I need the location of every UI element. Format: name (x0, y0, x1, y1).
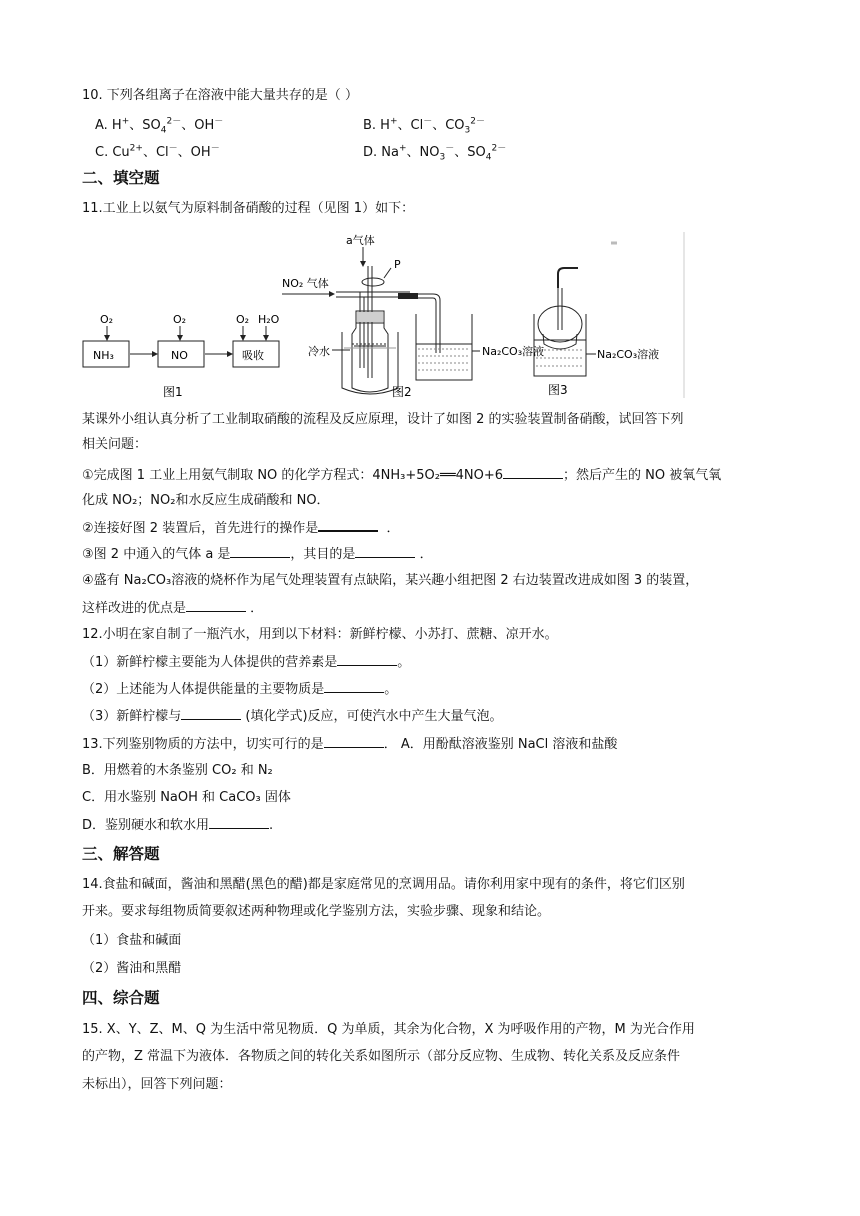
fig1-o2-label-3: O₂ (236, 313, 250, 326)
fig2-cold-water-label: 冷水 (308, 345, 330, 358)
q11-part3-answer-blank-2[interactable] (355, 545, 415, 558)
q11-part4-answer-blank[interactable] (186, 599, 246, 612)
q10-option-c[interactable]: C. $Cu^{2+}$、Cl－、OH－ (95, 143, 220, 160)
q14-sub2: （2）酱油和黑醋 (82, 961, 182, 976)
fig2-apparatus (282, 233, 544, 399)
fig1-o2-label-1: O₂ (100, 313, 114, 326)
q14-sub1: （1）食盐和碱面 (82, 933, 182, 948)
q11-part2-answer-blank[interactable] (318, 518, 378, 532)
q13-option-d: D．鉴别硬水和软水用 . (82, 818, 274, 833)
q11-intro-line2: 相关问题： (82, 437, 148, 452)
q14-line2: 开来。要求每组物质简要叙述两种物理或化学鉴别方法，实验步骤、现象和结论。 (82, 904, 551, 919)
fig2-solution-label: Na₂CO₃溶液 (482, 345, 545, 358)
q10-option-d[interactable]: D. Na+、$NO_3^-$、$SO_4^{2-}$ (363, 143, 507, 163)
q11-part3: ③图 2 中通入的气体 a 是 ，其目的是 ． (82, 547, 433, 562)
q12-sub2: （2）上述能为人体提供能量的主要物质是 。 (82, 682, 398, 697)
fig2-valve-label: P (394, 258, 401, 271)
q12-sub1-answer-blank[interactable] (337, 653, 397, 666)
fig1-caption: 图1 (163, 385, 183, 399)
fig2-no2-label: NO₂ 气体 (282, 277, 329, 290)
fig1-o2-label-2: O₂ (173, 313, 187, 326)
q11-part4-line2: 这样改进的优点是 ． (82, 601, 264, 616)
q13-stem: 13.下列鉴别物质的方法中，切实可行的是 ． A．用酚酞溶液鉴别 NaCl 溶液和盐酸 (82, 737, 618, 752)
q10-option-b[interactable]: B. H+、Cl－、$CO_3^{2-}$ (363, 116, 486, 136)
q11-figure (80, 228, 692, 400)
fig1-box-nh3-label: NH₃ (93, 349, 114, 362)
q13-option-b: B．用燃着的木条鉴别 CO₂ 和 N₂ (82, 763, 273, 778)
q15-line2: 的产物，Z 常温下为液体．各物质之间的转化关系如图所示（部分反应物、生成物、转化关系及反应条件 (82, 1049, 681, 1064)
q11-part1-line1: ①完成图 1 工业上用氨气制取 NO 的化学方程式：4NH₃+5O₂══4NO+6 ；然后产生的 NO 被氧气氧 (82, 468, 722, 483)
fig3-solution-label: Na₂CO₃溶液 (597, 348, 660, 361)
fig2-a-gas-label: a气体 (346, 234, 375, 247)
q11-stem: 11.工业上以氨气为原料制备硝酸的过程（见图 1）如下： (82, 201, 415, 216)
q11-part1-answer-blank[interactable] (503, 466, 563, 479)
q12-sub3-answer-blank[interactable] (181, 707, 241, 720)
q13-answer-blank[interactable] (324, 735, 384, 748)
q11-part2: ②连接好图 2 装置后，首先进行的操作是 ． (82, 518, 399, 538)
q11-intro-line1: 某课外小组认真分析了工业制取硝酸的流程及反应原理，设计了如图 2 的实验装置制备硝酸，试回答下列 (82, 412, 684, 427)
q14-line1: 14.食盐和碱面，酱油和黑醋(黑色的醋)都是家庭常见的烹调用品。请你利用家中现有的条件，将它们区别 (82, 877, 685, 892)
section-heading-answer: 三、解答题 (82, 845, 160, 863)
fig1-box-no-label: NO (171, 349, 188, 362)
fig1-flowchart (83, 313, 280, 399)
q12-sub3: （3）新鲜柠檬与 (填化学式)反应，可使汽水中产生大量气泡。 (82, 709, 503, 724)
q10-option-a[interactable]: A. H+、$SO_4^{2-}$、OH－ (95, 116, 224, 136)
q12-sub1: （1）新鲜柠檬主要能为人体提供的营养素是 。 (82, 655, 411, 670)
q13-option-d-answer-blank[interactable] (209, 816, 269, 829)
q13-option-c: C．用水鉴别 NaOH 和 CaCO₃ 固体 (82, 790, 291, 805)
fig1-h2o-label: H₂O (258, 313, 280, 326)
q15-line1: 15. X、Y、Z、M、Q 为生活中常见物质．Q 为单质，其余为化合物，X 为呼吸作用的产物，M 为光合作用 (82, 1022, 695, 1037)
q15-line3: 未标出），回答下列问题： (82, 1077, 232, 1092)
fig3-caption: 图3 (548, 383, 568, 397)
q11-part3-answer-blank-1[interactable] (230, 545, 290, 558)
q12-sub2-answer-blank[interactable] (324, 680, 384, 693)
fig3-apparatus (534, 232, 684, 398)
section-heading-fill-blank: 二、填空题 (82, 169, 160, 187)
q10-stem: 10. 下列各组离子在溶液中能大量共存的是（ ） (82, 88, 358, 103)
q11-part4-line1: ④盛有 Na₂CO₃溶液的烧杯作为尾气处理装置有点缺陷，某兴趣小组把图 2 右边装置改进成如图 3 的装置， (82, 573, 699, 588)
fig2-caption: 图2 (392, 385, 412, 399)
fig1-box-absorb-label: 吸收 (242, 349, 264, 362)
q12-stem: 12.小明在家自制了一瓶汽水，用到以下材料：新鲜柠檬、小苏打、蔗糖、凉开水。 (82, 627, 558, 642)
section-heading-comprehensive: 四、综合题 (82, 989, 160, 1007)
q11-part1-line2: 化成 NO₂；NO₂和水反应生成硝酸和 NO． (82, 493, 330, 508)
